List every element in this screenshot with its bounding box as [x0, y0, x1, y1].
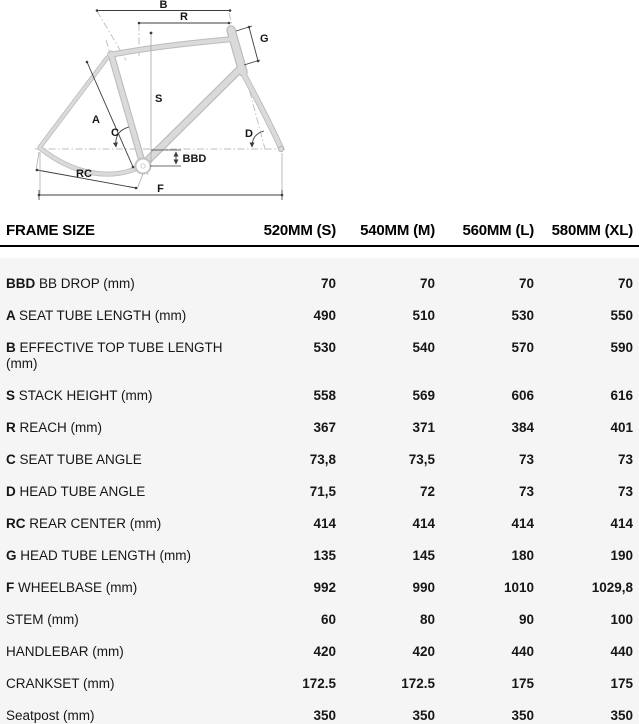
row-value: 371 — [412, 420, 435, 435]
row-dimension-key: B — [6, 340, 20, 355]
bike-geometry-svg — [0, 0, 639, 215]
dim-label-g: G — [260, 33, 269, 45]
row-label: WHEELBASE (mm) — [18, 580, 138, 595]
row-dimension-key: RC — [6, 516, 30, 531]
row-label-cell — [6, 612, 237, 628]
row-label-cell — [6, 308, 237, 324]
table-row — [6, 476, 633, 508]
table-row — [6, 572, 633, 604]
row-value: 172.5 — [401, 676, 435, 691]
row-value: 135 — [313, 548, 336, 563]
column-header: 520MM (S) — [263, 221, 336, 239]
dim-label-a: A — [92, 114, 100, 126]
table-row — [6, 508, 633, 540]
row-value: 414 — [313, 516, 336, 531]
dim-label-r: R — [180, 11, 188, 23]
row-value: 175 — [511, 676, 534, 691]
row-values — [237, 276, 633, 292]
table-row — [6, 604, 633, 636]
row-value: 558 — [313, 388, 336, 403]
row-label-cell — [6, 484, 237, 500]
dim-label-rc: RC — [76, 168, 92, 180]
table-header — [0, 215, 639, 247]
row-dimension-key: S — [6, 388, 19, 403]
row-dimension-key: D — [6, 484, 20, 499]
row-value: 1010 — [503, 580, 534, 595]
table-row — [6, 300, 633, 332]
row-value: 145 — [412, 548, 435, 563]
row-value: 420 — [313, 644, 336, 659]
dim-label-c: C — [111, 127, 119, 139]
row-label-cell — [6, 276, 237, 292]
row-value: 100 — [610, 612, 633, 627]
row-label-cell — [6, 548, 237, 564]
row-value: 70 — [518, 276, 534, 291]
table-row — [6, 380, 633, 412]
row-label: REACH (mm) — [19, 420, 102, 435]
row-label-cell — [6, 644, 237, 660]
row-value: 569 — [412, 388, 435, 403]
row-values — [237, 484, 633, 500]
row-value: 175 — [610, 676, 633, 691]
row-value: 350 — [313, 708, 336, 723]
row-values — [237, 612, 633, 628]
row-label: HEAD TUBE ANGLE — [19, 484, 146, 499]
row-values — [237, 340, 633, 356]
front-dropout — [278, 146, 283, 151]
row-label: CRANKSET (mm) — [6, 676, 115, 691]
geometry-table — [0, 258, 639, 724]
row-label: HEAD TUBE LENGTH (mm) — [20, 548, 192, 563]
row-value: 606 — [511, 388, 534, 403]
row-label: HANDLEBAR (mm) — [6, 644, 124, 659]
row-values — [237, 516, 633, 532]
row-values — [237, 644, 633, 660]
row-label: BB DROP (mm) — [39, 276, 135, 291]
row-value: 490 — [313, 308, 336, 323]
row-values — [237, 388, 633, 404]
row-value: 350 — [610, 708, 633, 723]
row-value: 73 — [617, 452, 633, 467]
row-value: 590 — [610, 340, 633, 355]
row-value: 530 — [313, 340, 336, 355]
row-label-cell — [6, 708, 237, 724]
row-value: 530 — [511, 308, 534, 323]
row-value: 190 — [610, 548, 633, 563]
row-values — [237, 308, 633, 324]
row-values — [237, 420, 633, 436]
row-value: 80 — [419, 612, 435, 627]
row-dimension-key: G — [6, 548, 21, 563]
table-row — [6, 700, 633, 724]
row-value: 172.5 — [302, 676, 336, 691]
row-value: 73,5 — [408, 452, 435, 467]
row-value: 540 — [412, 340, 435, 355]
row-label-cell — [6, 420, 237, 436]
row-label-cell — [6, 516, 237, 532]
row-values — [237, 708, 633, 724]
column-headers — [237, 222, 633, 239]
dim-label-s: S — [155, 93, 163, 105]
row-label: STACK HEIGHT (mm) — [18, 388, 153, 403]
row-value: 1029,8 — [591, 580, 633, 595]
table-row — [6, 668, 633, 700]
row-value: 384 — [511, 420, 534, 435]
table-row — [6, 412, 633, 444]
row-value: 414 — [412, 516, 435, 531]
frame-geometry-diagram — [0, 0, 639, 215]
row-value: 420 — [412, 644, 435, 659]
row-value: 73 — [617, 484, 633, 499]
row-value: 414 — [511, 516, 534, 531]
dim-label-d: D — [245, 128, 253, 140]
row-values — [237, 676, 633, 692]
row-value: 70 — [320, 276, 336, 291]
row-value: 510 — [412, 308, 435, 323]
row-value: 73 — [518, 452, 534, 467]
row-value: 616 — [610, 388, 633, 403]
column-header: 560MM (L) — [462, 221, 534, 239]
row-value: 72 — [419, 484, 435, 499]
row-label-cell — [6, 580, 237, 596]
row-label: EFFECTIVE TOP TUBE LENGTH (mm) — [6, 340, 223, 371]
row-label-cell — [6, 452, 237, 468]
row-dimension-key: C — [6, 452, 20, 467]
row-value: 350 — [412, 708, 435, 723]
row-label-cell — [6, 340, 237, 372]
row-dimension-key: BBD — [6, 276, 39, 291]
row-dimension-key: F — [6, 580, 18, 595]
table-row — [6, 540, 633, 572]
frame-size-title: FRAME SIZE — [6, 221, 95, 239]
row-value: 367 — [313, 420, 336, 435]
row-label: Seatpost (mm) — [6, 708, 95, 723]
row-value: 570 — [511, 340, 534, 355]
column-header: 540MM (M) — [360, 221, 435, 239]
row-value: 90 — [518, 612, 534, 627]
row-value: 401 — [610, 420, 633, 435]
row-value: 440 — [511, 644, 534, 659]
row-values — [237, 580, 633, 596]
row-value: 550 — [610, 308, 633, 323]
row-value: 60 — [320, 612, 336, 627]
row-value: 992 — [313, 580, 336, 595]
row-value: 350 — [511, 708, 534, 723]
row-value: 73 — [518, 484, 534, 499]
row-label: SEAT TUBE ANGLE — [19, 452, 142, 467]
table-row — [6, 268, 633, 300]
row-value: 414 — [610, 516, 633, 531]
row-label-cell — [6, 388, 237, 404]
row-values — [237, 548, 633, 564]
row-label: SEAT TUBE LENGTH (mm) — [19, 308, 187, 323]
dim-label-bbd: BBD — [182, 153, 207, 165]
row-value: 71,5 — [309, 484, 336, 499]
dim-label-f: F — [157, 183, 164, 195]
row-label: STEM (mm) — [6, 612, 79, 627]
row-value: 73,8 — [309, 452, 336, 467]
row-value: 70 — [419, 276, 435, 291]
row-value: 70 — [617, 276, 633, 291]
dim-label-b: B — [159, 0, 168, 11]
column-header: 580MM (XL) — [551, 221, 633, 239]
row-label-cell — [6, 676, 237, 692]
row-dimension-key: R — [6, 420, 20, 435]
row-label: REAR CENTER (mm) — [29, 516, 162, 531]
row-value: 440 — [610, 644, 633, 659]
row-value: 990 — [412, 580, 435, 595]
row-values — [237, 452, 633, 468]
row-value: 180 — [511, 548, 534, 563]
table-row — [6, 444, 633, 476]
table-row — [6, 332, 633, 380]
row-dimension-key: A — [6, 308, 19, 323]
table-row — [6, 636, 633, 668]
